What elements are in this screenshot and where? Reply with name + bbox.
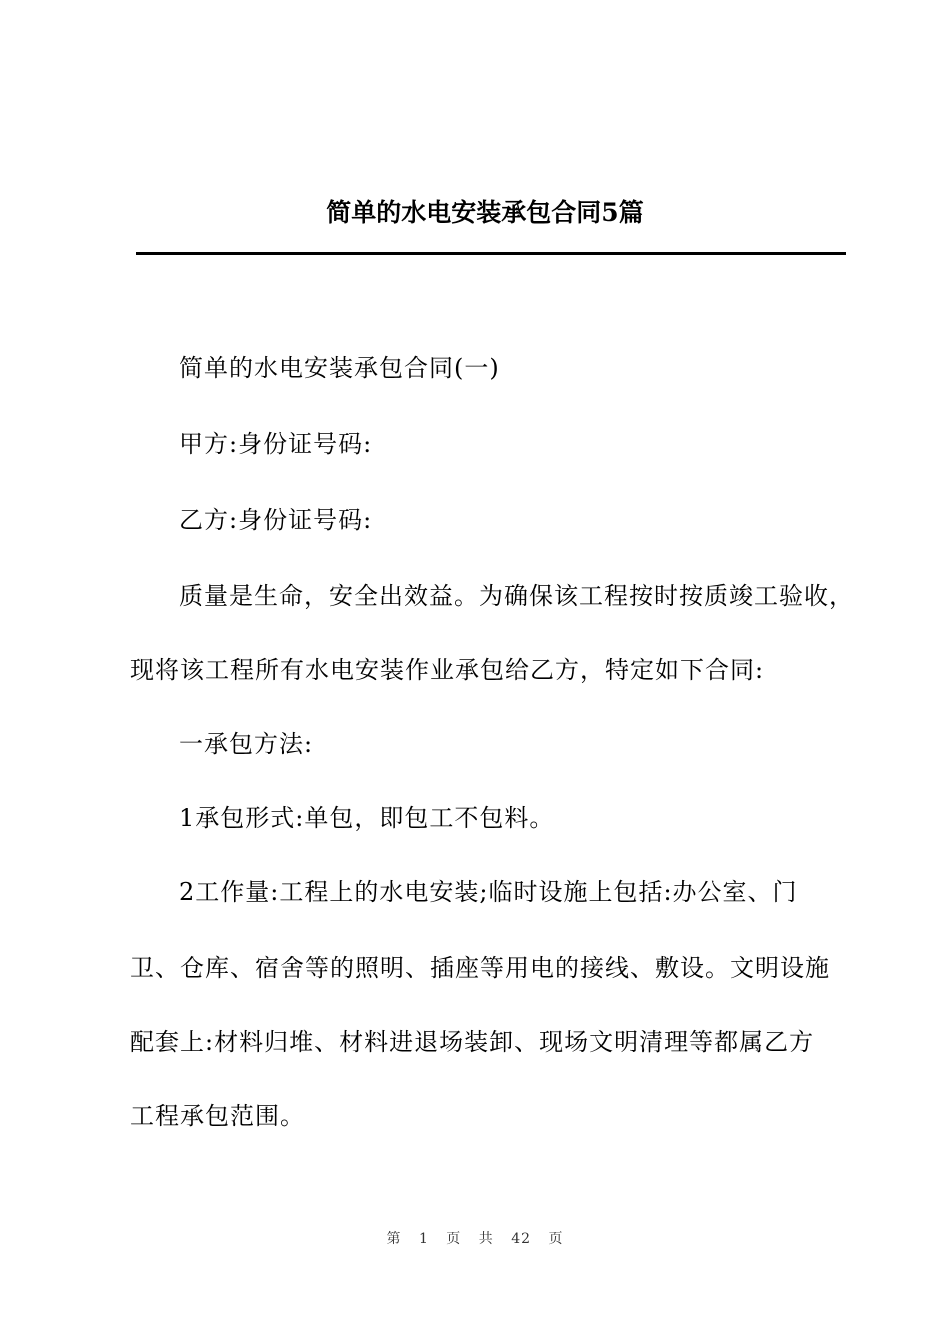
party-a-line: 甲方:身份证号码: (179, 430, 373, 458)
page-number-footer: 第 1 页 共 42 页 (386, 1231, 564, 1247)
paragraph-line: 配套上:材料归堆、材料进退场装卸、现场文明清理等都属乙方 (130, 1028, 815, 1056)
section-heading: 简单的水电安装承包合同(一) (179, 354, 500, 382)
clause-heading: 一承包方法: (179, 730, 314, 758)
paragraph-line: 卫、仓库、宿舍等的照明、插座等用电的接线、敷设。文明设施 (130, 954, 830, 982)
title-underline (136, 252, 846, 255)
paragraph-line: 工程承包范围。 (130, 1102, 305, 1130)
clause-item: 1承包形式:单包，即包工不包料。 (179, 804, 555, 832)
document-title: 简单的水电安装承包合同5篇 (326, 198, 644, 227)
party-b-line: 乙方:身份证号码: (179, 506, 373, 534)
paragraph-line: 现将该工程所有水电安装作业承包给乙方，特定如下合同: (130, 656, 765, 684)
clause-item: 2工作量:工程上的水电安装;临时设施上包括:办公室、门 (179, 878, 798, 906)
paragraph-line: 质量是生命，安全出效益。为确保该工程按时按质竣工验收， (179, 582, 854, 610)
